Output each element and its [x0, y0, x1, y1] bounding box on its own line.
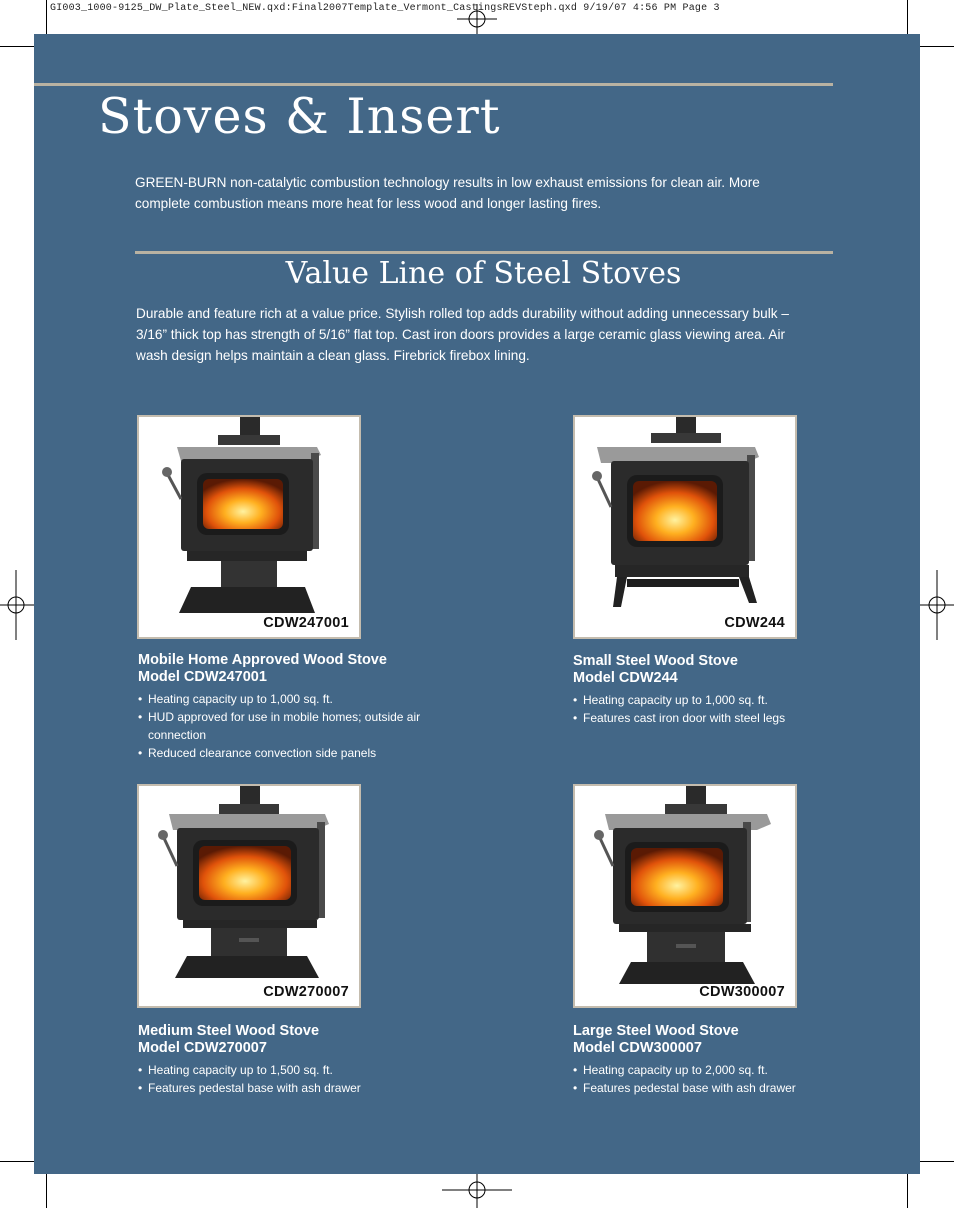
feature-item: • Heating capacity up to 2,000 sq. ft. [573, 1061, 873, 1079]
product-model: Model CDW247001 [138, 669, 267, 685]
product-photo-cdw247001 [137, 415, 361, 639]
section-rule [135, 251, 833, 254]
product-photo-cdw244 [573, 415, 797, 639]
product-photo-cdw270007 [137, 784, 361, 1008]
crop-mark-bottom-left-h [0, 1161, 34, 1162]
crop-mark-bottom-right-v [907, 1174, 908, 1208]
feature-list [573, 1061, 873, 1097]
product-model: Model CDW270007 [138, 1040, 267, 1056]
product-photo-cdw300007 [573, 784, 797, 1008]
product-model: Model CDW244 [573, 670, 678, 686]
page-title: Stoves & Insert [98, 88, 501, 145]
feature-list [138, 690, 438, 762]
feature-item: • Reduced clearance convection side panels [138, 744, 438, 762]
feature-item: • HUD approved for use in mobile homes; outside air connection [138, 708, 428, 744]
feature-list [573, 691, 873, 727]
feature-item: • Features pedestal base with ash drawer [573, 1079, 873, 1097]
feature-item: • Heating capacity up to 1,000 sq. ft. [573, 691, 873, 709]
crop-mark-top-right-v [907, 0, 908, 34]
product-caption-cdw244 [573, 653, 873, 727]
feature-list [138, 1061, 438, 1097]
product-name: Large Steel Wood Stove [573, 1023, 739, 1039]
model-code-label: CDW247001 [263, 615, 349, 631]
product-caption-cdw247001 [138, 652, 438, 762]
product-name: Mobile Home Approved Wood Stove [138, 652, 387, 668]
model-code-label: CDW270007 [263, 984, 349, 1000]
feature-item: • Features pedestal base with ash drawer [138, 1079, 438, 1097]
section-title: Value Line of Steel Stoves [285, 256, 682, 291]
section-description: Durable and feature rich at a value price. Stylish rolled top adds durability without adding unnecessary bulk – 3/16” thick top has strength of 5/16” flat top. Cast iron doors provides a large ceramic glass viewing area. Air wash design helps maintain a clean glass. Firebrick firebox lining. [136, 306, 789, 363]
model-code-label: CDW300007 [699, 984, 785, 1000]
stove-illustration [575, 786, 795, 1006]
crop-mark-bottom-right-h [920, 1161, 954, 1162]
crop-mark-top-left-h [0, 46, 34, 47]
product-name: Medium Steel Wood Stove [138, 1023, 320, 1039]
crop-mark-top-left-v [46, 0, 47, 34]
registration-mark-left [0, 570, 34, 640]
registration-mark-bottom [442, 1174, 512, 1208]
product-caption-cdw300007 [573, 1023, 873, 1097]
registration-mark-right [920, 570, 954, 640]
registration-mark-top [457, 4, 497, 34]
intro-paragraph: GREEN-BURN non-catalytic combustion technology results in low exhaust emissions for clean air. More complete combustion means more heat for less wood and longer lasting fires. [135, 175, 760, 211]
product-name: Small Steel Wood Stove [573, 653, 738, 669]
model-code-label: CDW244 [724, 615, 785, 631]
title-rule [34, 83, 833, 86]
print-slug: GI003_1000-9125_DW_Plate_Steel_NEW.qxd:Final2007Template_Vermont_CastingsREVSteph.qxd 9/19/07 4:56 PM Page 3 [50, 3, 720, 14]
product-caption-cdw270007 [138, 1023, 438, 1097]
feature-item: • Features cast iron door with steel legs [573, 709, 873, 727]
crop-mark-top-right-h [920, 46, 954, 47]
crop-mark-bottom-left-v [46, 1174, 47, 1208]
feature-item: • Heating capacity up to 1,500 sq. ft. [138, 1061, 438, 1079]
product-model: Model CDW300007 [573, 1040, 702, 1056]
stove-illustration [139, 786, 359, 1006]
stove-illustration [575, 417, 795, 637]
feature-item: • Heating capacity up to 1,000 sq. ft. [138, 690, 438, 708]
stove-illustration [139, 417, 359, 637]
